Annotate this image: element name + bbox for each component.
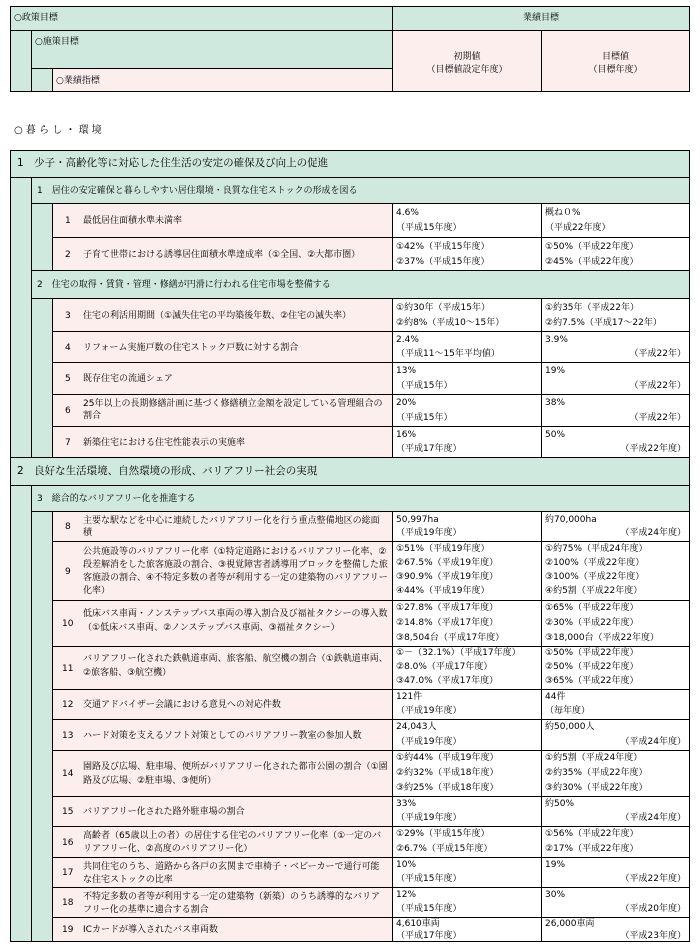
policy-label: 1 少子・高齢化等に対応した住生活の安定の確保及び向上の促進	[17, 157, 329, 169]
indicator-text: 交通アドバイザー会議における意見への対応件数	[83, 700, 281, 710]
target-year: （平成22年度）	[620, 874, 686, 884]
target-year: （平成24年度）	[620, 528, 686, 538]
target-value-cell	[541, 646, 690, 690]
indicator-number: 14	[62, 769, 74, 779]
indicator-cell	[52, 646, 393, 690]
measure-indent	[31, 298, 53, 458]
target-value-cell	[541, 887, 690, 918]
target-value: 約70,000ha	[545, 515, 597, 525]
indicator-text: 園路及び広場、駐車場、便所がバリアフリー化された都市公園の割合（①園路及び広場、②駐車場、③便所）	[83, 762, 388, 786]
target-value: 19%	[545, 366, 566, 376]
indicator-text: 高齢者（65歳以上の者）の居住する住宅のバリアフリー化率（①一定のバリアフリー化、②高度のバリアフリー化）	[83, 831, 382, 854]
initial-value-cell	[392, 237, 542, 271]
initial-year: （平成15年度）	[396, 874, 462, 884]
indicator-text: バリアフリー化された鉄軌道車両、旅客船、航空機の割合（①鉄軌道車両、②旅客船、③航空機）	[83, 654, 388, 678]
target-value: ③65%（平成22年度）	[545, 676, 639, 686]
initial-value: ②8.0%（平成17年度）	[396, 662, 493, 672]
initial-value: ②14.8%（平成17年度）	[396, 618, 499, 628]
indicator-text: 低床バス車両・ノンステップバス車両の導入割合及び福祉タクシーの導入数（①低床バス車両、②ノンステップバス車両、③福祉タクシー）	[83, 609, 388, 633]
initial-value: ③約25%（平成18年度）	[396, 783, 499, 793]
initial-value-cell	[392, 826, 542, 858]
initial-value: ①27.8%（平成17年度）	[396, 603, 499, 613]
initial-value: 121件	[396, 692, 423, 702]
indicator-number: 13	[62, 731, 74, 741]
target-value-cell	[541, 541, 690, 601]
initial-year: （平成15年）	[396, 381, 453, 391]
target-year: （平成22年度）	[545, 223, 611, 233]
initial-value-cell	[392, 887, 542, 918]
initial-year: （平成11～15年平均値）	[396, 349, 500, 359]
initial-value: 24,043人	[396, 722, 437, 732]
indicator-cell	[52, 719, 393, 751]
target-value: ①約75%（平成24年度）	[545, 544, 648, 554]
target-value: 30%	[545, 890, 566, 900]
measure-indent	[31, 511, 53, 942]
target-year: （毎年度）	[545, 706, 591, 716]
indicator-text: 不特定多数の者等が利用する一定の建築物（新築）のうち誘導的なバリアフリー化の基準に適合する割合	[83, 892, 381, 915]
indicator-number: 8	[65, 522, 71, 532]
indicator-number: 19	[62, 925, 74, 935]
policy-indent	[10, 485, 32, 942]
initial-year: （平成17年度）	[396, 444, 462, 454]
legend-measure-goal-cell	[31, 30, 393, 69]
initial-value-cell	[392, 203, 542, 238]
initial-value: ①約30年（平成15年）	[396, 303, 490, 313]
policy-row	[10, 457, 690, 486]
target-value: ①65%（平成22年度）	[545, 603, 639, 613]
target-value: ②約35%（平成22年度）	[545, 768, 648, 778]
indicator-text: リフォーム実施戸数の住宅ストック戸数に対する割合	[83, 343, 299, 353]
legend-target-value-cell	[541, 30, 690, 92]
target-value-cell	[541, 298, 690, 332]
indicator-cell	[52, 362, 393, 395]
legend-measure-goal: ○施策目標	[35, 37, 79, 47]
initial-value: ①51%（平成19年度）	[396, 544, 490, 554]
indicator-text: ICカードが導入されたバス車両数	[83, 925, 218, 935]
initial-year: （平成15年）	[396, 413, 453, 423]
initial-value-cell	[392, 600, 542, 647]
indicator-cell	[52, 917, 393, 942]
target-year: （平成20年度）	[620, 904, 686, 914]
indicator-number: 3	[65, 311, 71, 321]
indicator-cell	[52, 887, 393, 918]
indicator-text: バリアフリー化された路外駐車場の割合	[83, 807, 245, 817]
initial-value: 2.4%	[396, 335, 419, 345]
initial-value: ①－（32.1%）（平成17年度）	[396, 648, 521, 658]
target-value: ①約5割（平成24年度）	[545, 753, 643, 763]
target-value-cell	[541, 917, 690, 942]
indicator-cell	[52, 689, 393, 720]
indicator-text: 既存住宅の流通シェア	[83, 374, 173, 384]
initial-value-cell	[392, 750, 542, 797]
indicator-number: 6	[65, 406, 71, 416]
target-value: 3.9%	[545, 335, 568, 345]
initial-year: （平成15年度）	[396, 223, 462, 233]
target-value-cell	[541, 426, 690, 458]
target-year: （平成22年度）	[620, 444, 686, 454]
target-value: ②約7.5%（平成17～22年）	[545, 318, 662, 328]
initial-year: （平成19年度）	[396, 813, 462, 823]
initial-value: ①42%（平成15年度）	[396, 242, 490, 252]
indicator-number: 1	[65, 216, 71, 226]
indicator-number: 5	[65, 374, 71, 384]
target-value-cell	[541, 857, 690, 888]
indicator-cell	[52, 331, 393, 363]
indicator-cell	[52, 298, 393, 332]
initial-year: （平成19年度）	[396, 737, 462, 747]
indicator-text: 住宅の利活用期間（①滅失住宅の平均築後年数、②住宅の滅失率）	[83, 311, 352, 321]
policy-label: 2 良好な生活環境、自然環境の形成、バリアフリー社会の実現	[17, 465, 318, 477]
target-value: 38%	[545, 398, 566, 408]
legend-initial-value-sub: （目標値設定年度）	[426, 65, 508, 75]
legend-indicator: ○業績指標	[56, 76, 100, 86]
indicator-number: 4	[65, 343, 71, 353]
target-value: 50%	[545, 430, 566, 440]
target-value-cell	[541, 394, 690, 427]
initial-value-cell	[392, 362, 542, 395]
target-year: （平成22年）	[629, 349, 686, 359]
initial-year: （平成15年度）	[396, 904, 462, 914]
initial-value: 50,997ha	[396, 515, 439, 525]
legend-performance-goal-cell	[392, 6, 690, 31]
section-title: ○ 暮 ら し ・ 環 境	[14, 125, 102, 136]
target-year: （平成24年度）	[620, 737, 686, 747]
initial-year: （平成19年度）	[396, 528, 462, 538]
initial-value-cell	[392, 511, 542, 542]
initial-value: 4.6%	[396, 208, 419, 218]
initial-value-cell	[392, 796, 542, 827]
target-value: 約50,000人	[545, 722, 595, 732]
indicator-cell	[52, 511, 393, 542]
target-value: ③18,000台（平成22年度）	[545, 633, 660, 643]
target-value: 44件	[545, 692, 566, 702]
indicator-number: 7	[65, 438, 71, 448]
indicator-cell	[52, 426, 393, 458]
target-value-cell	[541, 511, 690, 542]
legend-indent-cell	[10, 30, 32, 92]
target-value: ④約5割（平成22年度）	[545, 586, 643, 596]
initial-value-cell	[392, 857, 542, 888]
indicator-text: 共同住宅のうち、道路から各戸の玄関まで車椅子・ベビーカーで通行可能な住宅ストックの比率	[83, 862, 380, 885]
indicator-text: 最低居住面積水準未満率	[83, 216, 183, 226]
measure-label: 1 居住の安定確保と暮らしやすい居住環境・良質な住宅ストックの形成を図る	[37, 186, 358, 196]
initial-value: ③47.0%（平成17年度）	[396, 676, 499, 686]
target-value-cell	[541, 689, 690, 720]
initial-value: ③90.9%（平成19年度）	[396, 572, 499, 582]
target-value-cell	[541, 362, 690, 395]
indicator-cell	[52, 750, 393, 797]
initial-value: 33%	[396, 799, 417, 809]
initial-value: ③8,504台（平成17年度）	[396, 633, 505, 643]
target-value: 概ね０%	[545, 208, 581, 218]
indicator-cell	[52, 826, 393, 858]
initial-year: （平成17年度）	[396, 931, 462, 941]
initial-value-cell	[392, 646, 542, 690]
indicator-text: 主要な駅などを中心に連続したバリアフリー化を行う重点整備地区の総面積	[83, 516, 380, 538]
initial-value-cell	[392, 426, 542, 458]
target-value: ②30%（平成22年度）	[545, 618, 639, 628]
measure-row	[31, 270, 690, 299]
target-value: ③100%（平成22年度）	[545, 572, 645, 582]
target-value: ②45%（平成22年度）	[545, 257, 639, 267]
legend-performance-goal: 業績目標	[522, 13, 559, 23]
indicator-number: 12	[62, 700, 74, 710]
initial-value: 12%	[396, 890, 417, 900]
legend-target-value: 目標値	[601, 52, 629, 62]
initial-value: ②67.5%（平成19年度）	[396, 558, 499, 568]
initial-value-cell	[392, 719, 542, 751]
initial-value-cell	[392, 689, 542, 720]
target-value: ②50%（平成22年度）	[545, 662, 639, 672]
measure-label: 2 住宅の取得・賃貸・管理・修繕が円滑に行われる住宅市場を整備する	[37, 280, 331, 290]
target-value-cell	[541, 826, 690, 858]
initial-value: ②約32%（平成18年度）	[396, 768, 499, 778]
initial-value: ②6.7%（平成15年度）	[396, 844, 493, 854]
target-year: （平成22年）	[629, 413, 686, 423]
indicator-cell	[52, 796, 393, 827]
target-value: 19%	[545, 860, 566, 870]
target-value-cell	[541, 796, 690, 827]
target-value: ①約35年（平成22年）	[545, 303, 639, 313]
initial-value-cell	[392, 331, 542, 363]
legend-initial-value-cell	[392, 30, 542, 92]
target-year: （平成22年）	[629, 381, 686, 391]
target-value-cell	[541, 600, 690, 647]
initial-value: ①29%（平成15年度）	[396, 829, 490, 839]
initial-value-cell	[392, 541, 542, 601]
indicator-cell	[52, 394, 393, 427]
indicator-cell	[52, 203, 393, 238]
initial-value-cell	[392, 917, 542, 942]
indicator-number: 15	[62, 807, 74, 817]
indicator-cell	[52, 541, 393, 601]
target-value-cell	[541, 750, 690, 797]
target-value: ①56%（平成22年度）	[545, 829, 639, 839]
initial-value: 13%	[396, 366, 417, 376]
indicator-number: 11	[62, 664, 74, 674]
indicator-number: 16	[62, 838, 74, 848]
indicator-number: 17	[62, 868, 74, 878]
initial-value-cell	[392, 394, 542, 427]
indicator-text: ハード対策を支えるソフト対策としてのバリアフリー教室の参加人数	[83, 731, 362, 741]
initial-value: ②37%（平成15年度）	[396, 257, 490, 267]
indicator-number: 2	[65, 250, 71, 260]
initial-value: 10%	[396, 860, 417, 870]
indicator-number: 10	[62, 619, 74, 629]
legend-initial-value: 初期値	[453, 52, 481, 62]
initial-value: ④44%（平成19年度）	[396, 586, 490, 596]
indicator-cell	[52, 237, 393, 271]
target-value-cell	[541, 237, 690, 271]
legend-target-value-sub: （目標年度）	[588, 65, 643, 75]
legend-policy-goal-cell	[10, 6, 393, 31]
target-value-cell	[541, 203, 690, 238]
legend-indicator-cell	[52, 68, 393, 92]
initial-value-cell	[392, 298, 542, 332]
indicator-text: 公共施設等のバリアフリー化率（①特定道路におけるバリアフリー化率、②段差解消をした旅客施設の割合、③視覚障害者誘導用ブロックを整備した旅客施設の割合、④不特定多数の者等が利用する一定の建築物のバリアフリー化率）	[83, 547, 388, 596]
indicator-text: 25年以上の長期修繕計画に基づく修繕積立金額を設定している管理組合の割合	[83, 399, 383, 421]
measure-row	[31, 177, 690, 204]
legend-policy-goal: ○政策目標	[14, 13, 58, 23]
indicator-cell	[52, 857, 393, 888]
indicator-number: 18	[62, 898, 74, 908]
target-value: ①50%（平成22年度）	[545, 648, 639, 658]
target-year: （平成24年度）	[620, 813, 686, 823]
target-value: ②17%（平成22年度）	[545, 844, 639, 854]
indicator-text: 子育て世帯における誘導居住面積水準達成率（①全国、②大都市圏）	[83, 250, 361, 260]
policy-indent	[10, 177, 32, 458]
policy-row	[10, 150, 690, 178]
indicator-text: 新築住宅における住宅性能表示の実施率	[83, 438, 246, 448]
initial-value: 4,610車両	[396, 919, 440, 929]
initial-value: ①約44%（平成19年度）	[396, 753, 499, 763]
initial-value: ②約8%（平成10～15年）	[396, 318, 505, 328]
measure-label: 3 総合的なバリアフリー化を推進する	[37, 494, 196, 504]
target-value: ②100%（平成22年度）	[545, 558, 645, 568]
legend-indent-cell-2	[31, 68, 53, 92]
goals-table	[10, 150, 690, 942]
initial-value: 16%	[396, 430, 417, 440]
target-value-cell	[541, 331, 690, 363]
target-value: 26,000車両	[545, 919, 595, 929]
target-value-cell	[541, 719, 690, 751]
measure-indent	[31, 203, 53, 271]
target-value: 約50%	[545, 799, 575, 809]
indicator-cell	[52, 600, 393, 647]
target-value: ①50%（平成22年度）	[545, 242, 639, 252]
target-value: ③約30%（平成22年度）	[545, 783, 648, 793]
initial-year: （平成19年度）	[396, 706, 462, 716]
initial-value: 20%	[396, 398, 417, 408]
legend-table	[10, 6, 690, 92]
target-year: （平成23年度）	[620, 931, 686, 941]
measure-row	[31, 485, 690, 512]
indicator-number: 9	[65, 567, 71, 577]
